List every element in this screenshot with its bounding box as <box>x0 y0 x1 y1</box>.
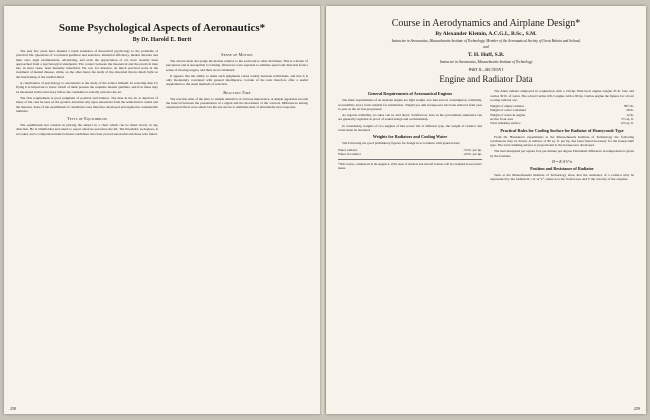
spec-value: 38½ lb. <box>623 104 634 109</box>
left-page <box>4 6 320 414</box>
paragraph: In considering weights of two engines of like power but of different type, the weight of radiator and water must be included. <box>338 123 482 132</box>
article-title: Course in Aerodynamics and Airplane Design* <box>391 18 581 29</box>
paragraph: The Allen radiator employed in conjunction with a 150-hp. Hall-Scott engine weighs 45 lb. bare and carries 30 lb. of water. The actual Curtiss OX-5 engine with a 90 hp. Curtiss engine the figures for a front cooling radiator are: <box>490 89 634 102</box>
column-1 <box>338 89 482 183</box>
section-heading: Practical Rules for Cooling Surface for Radiator of Honeycomb Type <box>500 127 624 133</box>
footnote: *This Course, commenced in the August 4, 1919, issue of Aviation and Aircraft Journal, will be continued in successive issues. <box>338 162 482 170</box>
paragraph: From Dr. Hunsaker's experiments at the Massachusetts Institute of Technology the following conclusions may be drawn. A radiator of 80 sq. ft. per hp. has been found necessary for the honeycomb type. The total radiating surface is proportional to the horsepower developed. <box>490 134 634 148</box>
section-heading: Tests of Equilibrium <box>67 116 107 122</box>
author-affiliation: Instructor in Aeronautics, Massachusetts Institute of Technology; Member of the Aeronautical Society of Great Britain and Ireland, <box>391 39 581 43</box>
footnote-rule <box>338 159 482 160</box>
spec-label: Weight of water in engine <box>490 112 526 117</box>
coauthor-affiliation: Instructor in Aeronautics, Massachusetts Institute of Technology <box>439 59 533 64</box>
article-title: Some Psychological Aspects of Aeronautics* <box>58 22 266 34</box>
paragraph: As regards reliability, no rules can be laid down. Satisfactory tests in the government endurance run are generally regarded as proof of sound design and workmanship. <box>338 113 482 122</box>
paragraph: The reaction time of the pilot to sudden stimuli is of obvious importance. A simple apparatus records the interval between the presentation of a signal and the movement of the controls. Differences among experienced fliers were small, but the test serves to eliminate men of abnormally slow response. <box>166 96 308 110</box>
paragraph: The equilibrium test consists in placing the subject in a chair which can be tilted slowly in any direction. He is blindfolded and asked to report when he perceives the tilt. The threshold, in degrees, is recorded, and a comparison made between candidates who later proved successful and those who failed. <box>16 123 158 136</box>
paragraph: The following are good preliminary figures for design in accordance with general data: <box>342 141 461 146</box>
paragraph: The past few years have marked a rapid extension of theoretical psychology to the problems of practical life. Questions of vocational guidance and selection, industrial efficiency, mental disorder and their cure, legal examinations, advertising, and even the appreciation of art, have recently been approached from a psychological standpoint. The contact between the theoretical and the practical man has, in most cases, been mutually beneficial. We can, for instance, do much practical work in the treatment of mental disease, while, on the other hand, the study of the abnormal throws much light on the functioning of the normal mind. <box>16 49 158 79</box>
spec-value: 28 lb. <box>626 108 634 113</box>
section-heading: Reaction Time <box>223 89 251 95</box>
column-2 <box>490 89 634 183</box>
section-title: Engine and Radiator Data <box>439 74 533 85</box>
paragraph: Tests at the Massachusetts Institute of Technology show that the resistance of a radiator may be represented by the formula R = K·A·V², where A is the frontal area and V the velocity of the airplane. <box>490 173 634 182</box>
page-number: 258 <box>10 406 16 411</box>
article-coauthor: T. H. Huff, S.B. <box>467 51 505 58</box>
article-columns <box>16 49 308 138</box>
spec-label: Weight of water contained <box>490 108 526 113</box>
paragraph: The first requirement is good judgment of position and balance. The man in the air is deprived of many of the cues he uses on the ground, and must rely upon sensations from the semicircular canals and the muscles. Tests of the equilibrium of candidates were therefore developed and applied in considerable numbers. <box>16 95 158 113</box>
spec-label: Active front area <box>490 117 513 121</box>
section-heading: Sense of Motion <box>221 52 253 57</box>
spec-value: 5½ sq. ft. <box>621 117 634 121</box>
right-page <box>326 6 646 414</box>
spec-value: 12 lb. <box>626 112 634 117</box>
spec-label: Water in radiator <box>338 151 361 156</box>
article-columns <box>338 89 634 183</box>
spec-value: .20 lb. per hp. <box>463 151 482 156</box>
paragraph: It appears that the ability to make such judgments varies widely between individuals, and that it is only moderately correlated with general intelligence. Certain of the tests therefore offer a useful supplement to the usual methods of selection. <box>166 73 308 87</box>
paragraph: The main requirements of an airplane engine are light weight, low fuel and oil consumption, reliability, accessibility and a form suitable for installation. Weight per unit horsepower has been reduced from year to year as the art has progressed. <box>338 98 482 111</box>
spec-value: .55 lb. per hp. <box>463 147 482 152</box>
column-2 <box>166 49 308 138</box>
paragraph: The aviator must also judge his motion relative to the earth and to other machines. This is a matter of perception and is susceptible to training. Observers were required to estimate speed and direction from a series of moving targets, and their errors tabulated. <box>166 59 308 72</box>
spec-row <box>490 121 634 125</box>
page-number: 259 <box>634 406 640 411</box>
section-heading: Weights for Radiators and Cooling Water <box>372 134 448 140</box>
article-author: By Alexander Klemin, A.C.G.I., B.Sc., S.M. <box>435 31 537 37</box>
formula: H = K·A·V^n <box>552 160 572 165</box>
spec-label: Weight of empty radiator <box>490 104 525 109</box>
section-heading: General Requirements of Aeronautical Engines <box>367 91 453 97</box>
section-heading: Position and Resistance of Radiator <box>530 166 594 172</box>
column-1 <box>16 49 158 138</box>
paragraph: A contribution of psychology to aeronautics is the study of the aviator himself. In selecting men for flying it is important to know which of them possess the requisite mental qualities, and how these may be measured in the laboratory before the candidate is actually sent into the air. <box>16 81 158 94</box>
part-label: PART II—SECTION I <box>468 67 504 73</box>
spec-value: 125 sq. ft. <box>620 121 634 126</box>
spec-label: Water radiator <box>338 147 358 152</box>
article-author: By Dr. Harold E. Burtt <box>132 37 192 43</box>
paragraph: The heat dissipated per square foot per minute per degree Fahrenheit difference in temperature is given by the formula: <box>490 149 634 158</box>
spec-row <box>338 152 482 156</box>
and-conjunction: and <box>483 45 489 50</box>
spec-label: Total radiating surface <box>490 121 521 126</box>
